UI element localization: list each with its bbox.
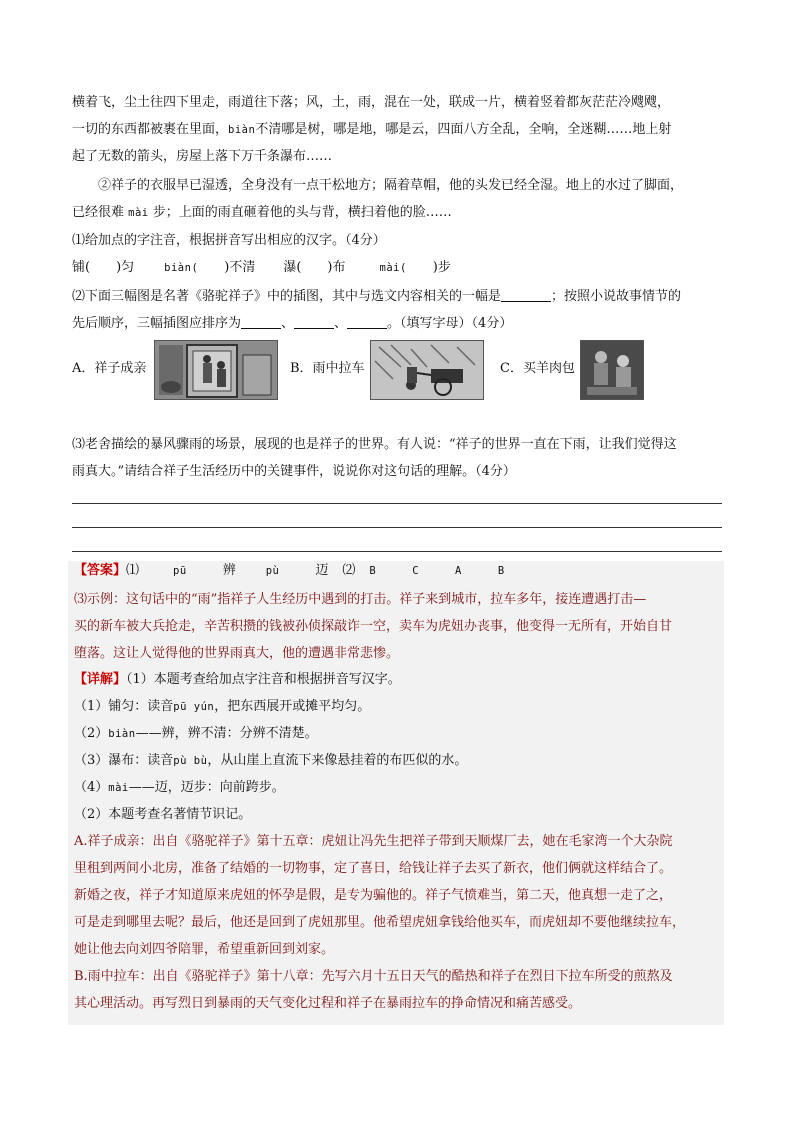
explain-line: （1）铺匀：读音pū yún，把东西展开或摊平均匀。 <box>74 699 371 714</box>
passage-line: 起了无数的箭头，房屋上落下万千条瀑布…… <box>72 149 333 164</box>
answer-tag: 【答案】 <box>74 563 127 578</box>
explain-line: 可是走到哪里去呢？最后，他还是回到了虎妞那里。他希望虎妞拿钱给他买车，而虎妞却不要他继续拉车， <box>74 915 686 930</box>
option-a-label: A．祥子成亲 <box>72 361 147 376</box>
answer-line[interactable] <box>72 527 722 528</box>
explain-line: 新婚之夜，祥子才知道原来虎妞的怀孕是假，是专为骗他的。祥子气愤难当，第二天，他真想一走了之， <box>74 888 673 903</box>
illustration-mutton-buns <box>580 340 644 400</box>
passage-line: 已经很难 mài 步；上面的雨直砸着他的头与背，横扫着他的脸…… <box>72 205 452 220</box>
answer-blank[interactable] <box>294 314 334 329</box>
question-1-items: 铺( )匀 biàn( )不清 瀑( )布 mài( )步 <box>72 260 451 275</box>
illustration-options <box>72 340 724 398</box>
explain-line: （2）biàn——辨，辨不清：分辨不清楚。 <box>74 726 318 741</box>
passage-line: ②祥子的衣服早已湿透，全身没有一点干松地方；隔着草帽，他的头发已经全湿。地上的水过了脚面， <box>98 178 684 193</box>
question-2-line: ⑵下面三幅图是名著《骆驼祥子》中的插图，其中与选文内容相关的一幅是 ；按照小说故事情节的 <box>72 289 682 304</box>
passage-line: 横着飞，尘土往四下里走，雨道往下落；风，土，雨，混在一处，联成一片，横着竖着都灰茫茫冷飕飕， <box>72 95 671 110</box>
explain-tag: 【详解】 <box>74 672 127 687</box>
answer-line-2: ⑶示例：这句话中的“雨”指祥子人生经历中遇到的打击。祥子来到城市，拉车多年，接连遭遇打击— <box>74 592 647 607</box>
answer-line[interactable] <box>72 503 722 504</box>
explain-line: B.雨中拉车：出自《骆驼祥子》第十八章：先写六月十五日天气的酷热和祥子在烈日下拉车所受的煎熬及 <box>74 969 673 984</box>
answer-blank[interactable] <box>241 314 281 329</box>
explain-line: （3）瀑布：读音pù bù，从山崖上直流下来像悬挂着的布匹似的水。 <box>74 753 468 768</box>
explain-line: 其心理活动。再写烈日到暴雨的天气变化过程和祥子在暴雨拉车的挣命情况和痛苦感受。 <box>74 996 582 1011</box>
question-2-line: 先后顺序，三幅插图应排序为 、 、 。（填写字母）（4分） <box>72 316 513 331</box>
explain-line: 里租到两间小北房，准备了结婚的一切物事，定了喜日，给钱让祥子去买了新衣，他们俩就这样结合了。 <box>74 861 673 876</box>
pinyin-text: mài <box>128 207 149 219</box>
option-b-label: B．雨中拉车 <box>290 361 365 376</box>
option-c-label: C．买羊肉包 <box>500 361 575 376</box>
explain-line: 她让他去向刘四爷陪罪，希望重新回到刘家。 <box>74 942 335 957</box>
explain-line: （4）mài——迈，迈步：向前跨步。 <box>74 780 285 795</box>
question-3-line: ⑶老舍描绘的暴风骤雨的场景，展现的也是祥子的世界。有人说：“祥子的世界一直在下雨，让我们觉得这 <box>72 437 677 452</box>
illustration-rain-rickshaw <box>370 340 484 400</box>
question-1: ⑴给加点的字注音，根据拼音写出相应的汉字。（4分） <box>72 233 386 248</box>
answer-blank[interactable] <box>347 314 387 329</box>
passage-line: 一切的东西都被裹在里面，biàn不清哪是树，哪是地，哪是云，四面八方全乱，全响，全迷糊……地上射 <box>72 122 672 137</box>
illustration-wedding <box>154 340 278 400</box>
explain-line: 【详解】（1）本题考查给加点字注音和根据拼音写汉字。 <box>74 672 401 687</box>
answer-line-3: 买的新车被大兵抢走，辛苦积攒的钱被孙侦探敲诈一空，卖车为虎妞办丧事，他变得一无所有，开始自甘 <box>74 619 673 634</box>
answer-line[interactable] <box>72 551 722 552</box>
answer-line-4: 堕落。这让人觉得他的世界雨真大，他的遭遇非常悲惨。 <box>74 646 400 661</box>
explain-line: A.祥子成亲：出自《骆驼祥子》第十五章：虎妞让冯先生把祥子带到天顺煤厂去，她在毛家湾一个大杂院 <box>74 834 673 849</box>
answer-blank[interactable] <box>501 287 551 302</box>
answer-line-1: 【答案】⑴ pū 辨 pù 迈 ⑵ B C A B <box>74 563 505 578</box>
pinyin-text: biàn <box>228 124 256 136</box>
explain-line: （2）本题考查名著情节识记。 <box>74 807 252 822</box>
question-3-line: 雨真大。”请结合祥子生活经历中的关键事件，说说你对这句话的理解。（4分） <box>72 464 516 479</box>
